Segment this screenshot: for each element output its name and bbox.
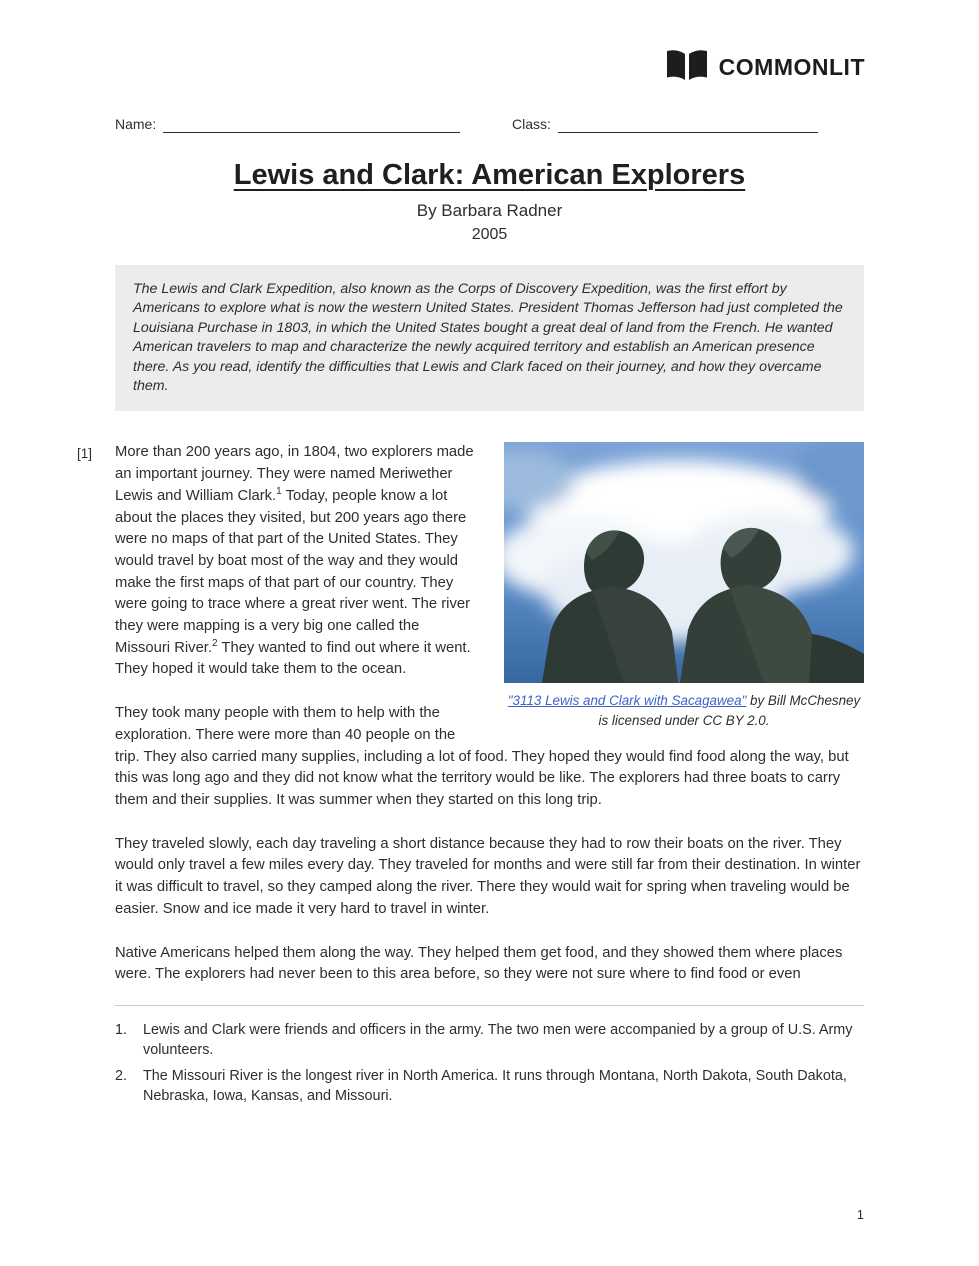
page-number: 1 xyxy=(856,1207,864,1222)
page-title: Lewis and Clark: American Explorers xyxy=(233,159,746,191)
commonlit-logo xyxy=(665,48,865,87)
footnotes-section xyxy=(115,1005,864,1106)
footnote-1 xyxy=(115,1020,864,1061)
name-blank-line xyxy=(163,118,460,133)
class-label: Class: xyxy=(512,116,551,132)
name-label: Name: xyxy=(115,116,157,132)
name-class-row xyxy=(0,115,979,133)
paragraph-4: Native Americans helped them along the way. They helped them get food, and they showed them where places were. The explorers had never been to this area before, so they were not sure where to find food or even xyxy=(115,944,843,983)
footnote-2-text: The Missouri River is the longest river in North America. It runs through Montana, North Dakota, South Dakota, Nebraska, Iowa, Kansas, and Missouri. xyxy=(143,1067,847,1104)
article-body xyxy=(77,442,864,985)
publication-year: 2005 xyxy=(471,226,508,243)
paragraph-1-text: They wanted to find out where it went. They hoped it would take them to the ocean. xyxy=(115,639,471,678)
paragraph-1 xyxy=(77,442,864,681)
logo-wordmark xyxy=(719,54,865,81)
footnote-1-number: 1. xyxy=(115,1021,128,1038)
name-field xyxy=(115,115,460,133)
author-byline: By Barbara Radner xyxy=(416,201,563,220)
photo-credit-text: by Bill McChesney is licensed under CC BY 2.0. xyxy=(598,693,861,729)
footnote-2-number: 2. xyxy=(115,1067,128,1084)
paragraph-1-text: Today, people know a lot about the places they visited, but 200 years ago there were no maps of that part of the United States. They would travel by boat most of the way and they would make the first maps of that part of our country. They were going to trace where a great river went. The river they were mapping is a very big one called the Missouri River. xyxy=(115,487,471,656)
photo-credit-link[interactable]: "3113 Lewis and Clark with Sacagawea" xyxy=(507,693,747,709)
intro-summary-box xyxy=(115,265,864,411)
class-blank-line xyxy=(558,118,818,133)
class-field xyxy=(512,115,818,133)
footnote-2 xyxy=(115,1066,864,1107)
paragraph-1-marker: [1] xyxy=(77,446,93,462)
footnote-ref-2: 2 xyxy=(212,637,218,649)
header xyxy=(0,0,979,87)
paragraph-3: They traveled slowly, each day traveling a short distance because they had to row their boats on the river. They would only travel a few miles every day. They traveled for months and were still far from their destination. In winter it was difficult to travel, so they camped along the river. There they would wait for spring when traveling would be easier. Snow and ice made it very hard to travel in winter. xyxy=(115,835,861,917)
intro-text: The Lewis and Clark Expedition, also known as the Corps of Discovery Expedition, was the first effort by Americans to explore what is now the western United States. President Thomas Jefferson had just completed the Louisiana Purchase in 1803, in which the United States bought a great deal of land from the French. He wanted American travelers to map and characterize the newly acquired territory and establish an American presence there. As you read, identify the difficulties that Lewis and Clark faced on their journey, and how they overcame them. xyxy=(133,281,843,395)
open-book-icon xyxy=(665,48,709,87)
footnote-1-text: Lewis and Clark were friends and officers in the army. The two men were accompanied by a group of U.S. Army volunteers. xyxy=(143,1021,853,1059)
logo-text-common: COMMON xyxy=(718,54,829,80)
paragraph-1-text: More than 200 years ago, in 1804, two explorers made an important journey. They were named Meriwether Lewis and William Clark. xyxy=(115,444,474,504)
logo-text-lit: LIT xyxy=(829,54,865,80)
footnote-ref-1: 1 xyxy=(276,485,282,497)
paragraph-2: They took many people with them to help with the exploration. There were more than 40 people on the trip. They also carried many supplies, including a lot of food. They hoped they would find food along the way, but this was long ago and they did not know what the territory would be like. The explorers had three boats to carry them and their supplies. It was summer when they started on this long trip. xyxy=(115,705,849,808)
